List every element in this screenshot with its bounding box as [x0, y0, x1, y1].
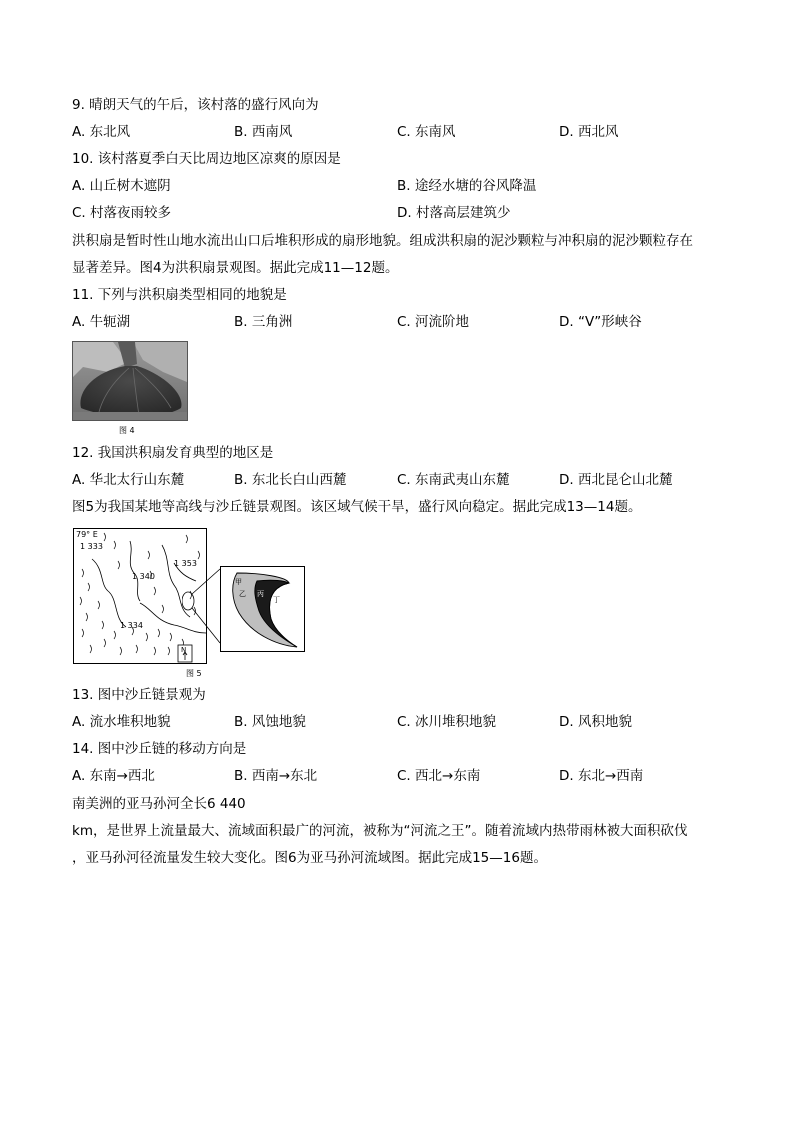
q14-option-c: C. 西北→东南	[397, 768, 481, 784]
q9-option-b: B. 西南风	[234, 124, 293, 140]
intro11-line2: 显著差异。图4为洪积扇景观图。据此完成11—12题。	[72, 260, 399, 276]
longitude-label: 79° E	[76, 530, 98, 539]
q13-option-b: B. 风蚀地貌	[234, 714, 306, 730]
q10-option-c: C. 村落夜雨较多	[72, 205, 172, 221]
intro11-line1: 洪积扇是暂时性山地水流出山口后堆积形成的扇形地貌。组成洪积扇的泥沙颗粒与冲积扇的泥沙颗粒存在	[72, 233, 693, 249]
q14-option-a: A. 东南→西北	[72, 768, 155, 784]
q10-option-b: B. 途经水塘的谷风降温	[397, 178, 537, 194]
q14-stem: 14. 图中沙丘链的移动方向是	[72, 741, 247, 757]
q14-option-b: B. 西南→东北	[234, 768, 318, 784]
contour-label-1333: 1 333	[80, 542, 103, 551]
alluvial-fan-photo	[72, 341, 188, 421]
figure-5-caption: 图 5	[186, 669, 202, 678]
q11-option-b: B. 三角洲	[234, 314, 293, 330]
q11-option-d: D. “V”形峡谷	[559, 314, 642, 330]
contour-label-1353: 1 353	[174, 559, 197, 568]
contour-label-1340: 1 340	[132, 572, 155, 581]
q9-stem: 9. 晴朗天气的午后，该村落的盛行风向为	[72, 97, 319, 113]
q11-option-a: A. 牛轭湖	[72, 314, 131, 330]
q9-option-a: A. 东北风	[72, 124, 131, 140]
dune-label-jia: 甲	[235, 578, 242, 586]
q12-option-a: A. 华北太行山东麓	[72, 472, 185, 488]
dune-label-ding: 丁	[273, 596, 280, 604]
figure-4-caption: 图 4	[119, 426, 135, 435]
intro15-line1: 南美洲的亚马孙河全长6 440	[72, 796, 246, 812]
north-label: N	[181, 646, 187, 654]
q12-option-d: D. 西北昆仑山北麓	[559, 472, 673, 488]
intro15-line2: km，是世界上流量最大、流域面积最广的河流，被称为“河流之王”。随着流域内热带雨林被大面积砍伐	[72, 823, 688, 839]
contour-label-1334: 1 334	[120, 621, 143, 630]
intro13-line1: 图5为我国某地等高线与沙丘链景观图。该区域气候干旱，盛行风向稳定。据此完成13—14题。	[72, 499, 642, 515]
q12-stem: 12. 我国洪积扇发育典型的地区是	[72, 445, 274, 461]
callout-lines	[182, 565, 222, 645]
q11-stem: 11. 下列与洪积扇类型相同的地貌是	[72, 287, 287, 303]
q10-option-a: A. 山丘树木遮阴	[72, 178, 171, 194]
barchan-dune-inset	[220, 566, 305, 652]
q13-option-c: C. 冰川堆积地貌	[397, 714, 497, 730]
q12-option-c: C. 东南武夷山东麓	[397, 472, 510, 488]
q12-option-b: B. 东北长白山西麓	[234, 472, 347, 488]
q13-stem: 13. 图中沙丘链景观为	[72, 687, 206, 703]
q11-option-c: C. 河流阶地	[397, 314, 470, 330]
q13-option-d: D. 风积地貌	[559, 714, 632, 730]
q14-option-d: D. 东北→西南	[559, 768, 644, 784]
dune-label-yi: 乙	[239, 590, 246, 598]
q10-option-d: D. 村落高层建筑少	[397, 205, 511, 221]
q9-option-c: C. 东南风	[397, 124, 456, 140]
q9-option-d: D. 西北风	[559, 124, 619, 140]
dune-label-bing: 丙	[257, 590, 264, 598]
q10-stem: 10. 该村落夏季白天比周边地区凉爽的原因是	[72, 151, 341, 167]
intro15-line3: ，亚马孙河径流量发生较大变化。图6为亚马孙河流域图。据此完成15—16题。	[72, 850, 547, 866]
q13-option-a: A. 流水堆积地貌	[72, 714, 171, 730]
